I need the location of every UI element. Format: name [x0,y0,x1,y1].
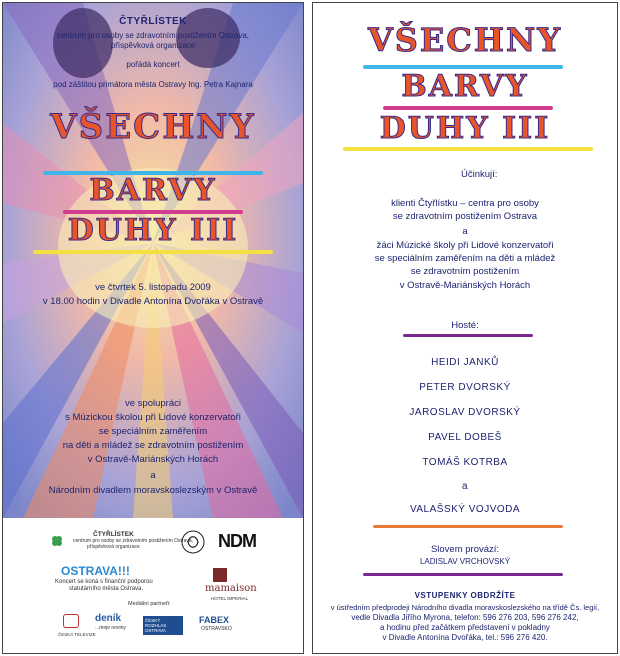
performer-line-5: se speciálním zaměřením na děti a mládež [374,253,556,264]
title-word-1: VŠECHNY [50,107,256,147]
partners-area [3,518,303,654]
guest-1: HEIDI JANKŮ [431,357,499,368]
org-line-1: centrum pro osoby se zdravotním postižením Ostrava, [56,31,250,40]
partner-ctyrlistek-sub1: centrum pro osoby se zdravotním postižením Ostrava, [73,538,194,544]
org-line-2: příspěvková organizace [110,41,196,50]
right-stroke-purple-1 [403,334,533,337]
right-panel [312,2,618,654]
coop-line-7: Národním divadlem moravskoslezským v Ostravě [48,485,258,496]
guest-2: PETER DVORSKÝ [419,382,511,393]
mamaison-logo-icon [213,568,227,582]
right-title-word-3: DUHY III [379,111,551,146]
guests-label: Hosté: [451,320,479,331]
performer-line-3: a [462,226,468,237]
tickets-line-4: v Divadle Antonína Dvořáka, tel.: 596 276 420. [382,633,548,642]
music-school-logo-icon [181,530,205,554]
coop-line-2: s Múzickou školou při Lidové konzervatoři [65,412,241,423]
guest-4: PAVEL DOBEŠ [428,432,502,443]
tickets-label: VSTUPENKY OBDRŽÍTE [414,591,516,600]
patronage-text: pod záštitou primátora města Ostravy Ing. Petra Kajnara [53,80,253,89]
title-word-3: DUHY III [67,213,239,248]
performer-line-1: klienti Čtyřlístku – centra pro osoby [391,198,539,209]
coop-line-1: ve spolupráci [125,398,181,409]
right-stroke-yellow [343,147,593,151]
partner-ndm: NDM [218,531,256,551]
coop-line-6: a [150,470,156,481]
tickets-line-3: a hodinu před začátkem představení v pokladny [380,623,550,632]
guest-3: JAROSLAV DVORSKÝ [409,407,521,418]
host-label: Slovem provází: [430,544,500,555]
event-place: v 18.00 hodin v Divadle Antonína Dvořáka v Ostravě [42,296,264,307]
tickets-line-1: v ústředním předprodeji Národního divadla moravskoslezského na třídě Čs. legií, [330,603,600,612]
event-date: ve čtvrtek 5. listopadu 2009 [95,282,211,293]
partner-ctyrlistek-sub2: příspěvková organizace [87,544,140,550]
partner-ostrava: OSTRAVA!!! [61,564,130,578]
partner-denik: deník [95,613,122,624]
tv-icon [63,614,79,628]
guest-and: a [461,481,469,492]
host-name: LADISLAV VRCHOVSKÝ [419,557,511,566]
partner-ctyrlistek: ČTYŘLÍSTEK [93,531,134,538]
tickets-line-2: vedle Divadla Jiřího Myrona, telefon: 596 276 203, 596 276 242, [351,613,579,622]
title-word-2: BARVY [89,173,217,208]
clover-icon [51,535,63,547]
right-stroke-purple-2 [363,573,563,576]
media-label: Mediální partneři: [128,601,171,607]
coop-line-3: se speciálním zaměřením [98,426,208,437]
org-name: ČTYŘLÍSTEK [119,16,187,27]
partner-rozhlas: ČESKÝ ROZHLAS OSTRAVA [143,616,183,635]
right-stroke-pink [383,106,553,110]
performer-line-4: žáci Múzické školy při Lidové konzervatoři [376,240,554,251]
partner-fabex: FABEX [199,615,230,625]
performer-line-6: se zdravotním postižením [410,266,520,277]
performer-line-2: se zdravotním postižením Ostrava [392,211,538,222]
guest-5: TOMÁŠ KOTRBA [422,457,508,468]
partner-fabex-sub: OSTRAVSKO [201,626,232,632]
partner-ct: ČESKÁ TELEVIZE [58,632,96,637]
performers-label: Účinkují: [461,169,498,180]
ostrava-note-2: statutárního města Ostrava. [69,586,144,592]
ostrava-note-1: Koncert se koná s finanční podporou [55,579,153,585]
left-panel [2,2,304,654]
right-title-word-2: BARVY [401,69,529,104]
performer-line-7: v Ostravě-Mariánských Horách [399,280,531,291]
coop-line-5: v Ostravě-Mariánských Horách [87,454,219,465]
stroke-yellow [33,250,273,254]
guest-6: VALAŠSKÝ VOJVODA [409,504,521,515]
partner-mamaison-sub: HOTEL IMPERIAL [211,596,249,601]
coop-line-4: na děti a mládež se zdravotním postižením [62,440,244,451]
presents-text: pořádá koncert [126,60,180,69]
partner-denik-sub: ...meje noviny [95,625,126,631]
right-stroke-orange [373,525,563,528]
partner-mamaison: mamaison [205,583,257,594]
right-title-word-1: VŠECHNY [367,21,563,59]
